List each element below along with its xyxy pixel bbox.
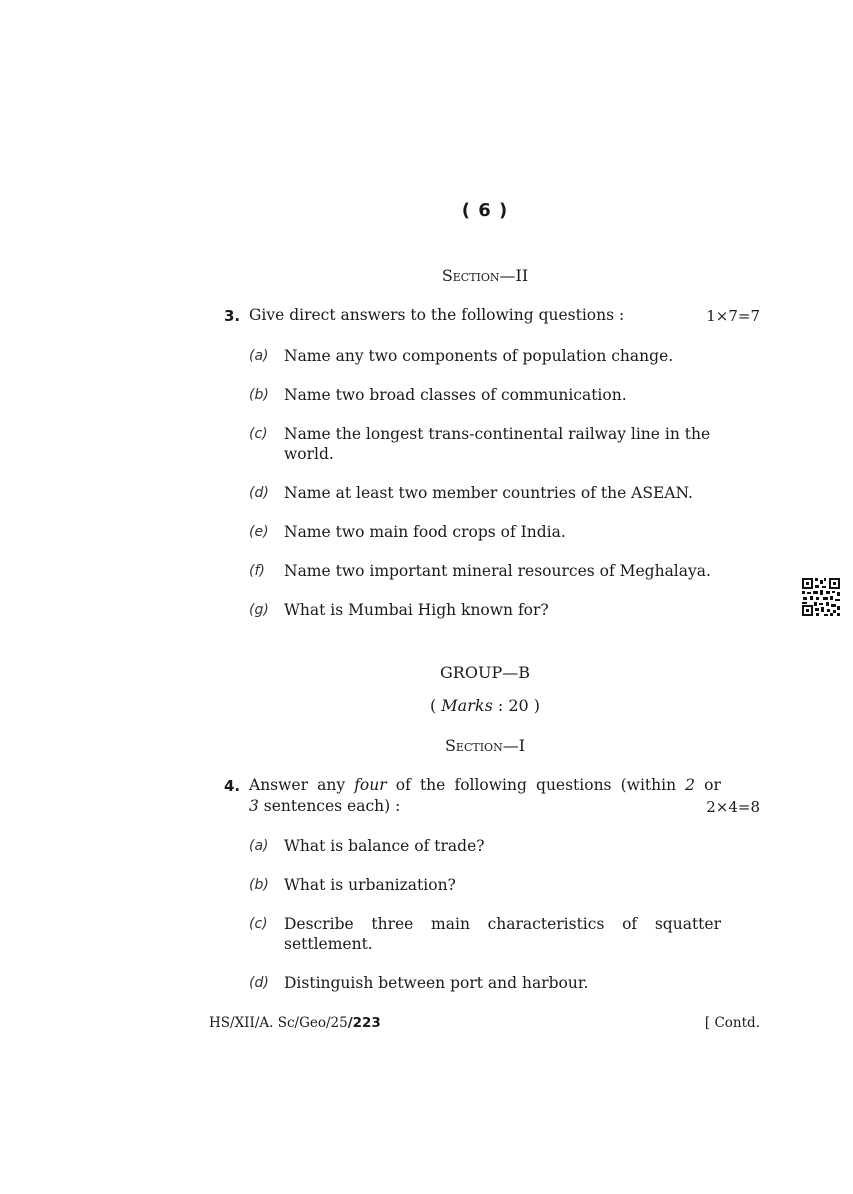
q4-word-any: any	[317, 776, 346, 794]
q4-item-c-text: Describe three main characteristics of squatter settlement.	[284, 915, 721, 953]
q4-line1	[249, 776, 721, 794]
group-b-marks-open: (	[429, 696, 442, 715]
q4-word-answer: Answer	[249, 776, 308, 794]
q4-word-following: following	[454, 776, 527, 794]
q3-text: Give direct answers to the following questions :	[249, 306, 625, 324]
q4-item-d-text: Distinguish between port and harbour.	[284, 974, 589, 992]
q4-emph-four: four	[354, 776, 387, 794]
q4-item-d-label: (d)	[249, 975, 269, 991]
section-1-heading: Section—I	[444, 736, 526, 755]
q4-item-a-label: (a)	[249, 838, 269, 854]
footer-code-bold: /223	[347, 1015, 381, 1031]
q4-num-3: 3	[249, 797, 259, 815]
q4-word-or: or	[704, 776, 721, 794]
qr-code-icon	[801, 577, 841, 617]
q4-word-the: the	[419, 776, 446, 794]
q4-item-b-label: (b)	[249, 877, 269, 893]
q3-item-g-label: (g)	[249, 602, 269, 618]
q3-item-a-text: Name any two components of population change.	[284, 347, 674, 365]
q3-item-g-text: What is Mumbai High known for?	[284, 601, 549, 619]
q4-number: 4.	[224, 777, 241, 795]
q3-item-e-text: Name two main food crops of India.	[284, 523, 566, 541]
q3-item-b-label: (b)	[249, 387, 269, 403]
group-b-title: GROUP—B	[440, 663, 530, 682]
page-number: ( 6 )	[461, 200, 509, 221]
q3-item-d-label: (d)	[249, 485, 269, 501]
q3-number: 3.	[224, 307, 241, 325]
q3-item-c-text: Name the longest trans-continental railway line in the world.	[284, 425, 711, 463]
q4-line2-text: sentences each) :	[258, 797, 401, 815]
group-b-marks-value: : 20 )	[492, 696, 541, 715]
q4-word-of: of	[395, 776, 411, 794]
q3-item-d-text: Name at least two member countries of the ASEAN.	[284, 484, 693, 502]
q4-word-within: (within	[620, 776, 677, 794]
q4-word-questions: questions	[536, 776, 612, 794]
q3-item-e-label: (e)	[249, 524, 269, 540]
q4-item-b-text: What is urbanization?	[284, 876, 456, 894]
q3-marks: 1×7=7	[706, 307, 760, 325]
q3-item-c-label: (c)	[249, 426, 268, 442]
q3-item-b-text: Name two broad classes of communication.	[284, 386, 627, 404]
footer-contd: [ Contd.	[704, 1015, 760, 1031]
q4-num-2: 2	[685, 776, 696, 794]
q3-item-f-text: Name two important mineral resources of Meghalaya.	[284, 562, 711, 580]
footer-paper-code	[209, 1015, 381, 1031]
q3-item-a-label: (a)	[249, 348, 269, 364]
group-b-marks	[0, 696, 853, 715]
q4-marks: 2×4=8	[706, 798, 760, 816]
section-2-heading: Section—II	[441, 266, 529, 285]
q3-item-f-label: (f)	[249, 563, 265, 579]
q4-line2	[249, 797, 400, 815]
q4-item-a-text: What is balance of trade?	[284, 837, 485, 855]
q4-item-c-label: (c)	[249, 916, 268, 932]
group-b-marks-word: Marks	[441, 696, 493, 715]
footer-code-text: HS/XII/A. Sc/Geo/25	[209, 1015, 348, 1031]
